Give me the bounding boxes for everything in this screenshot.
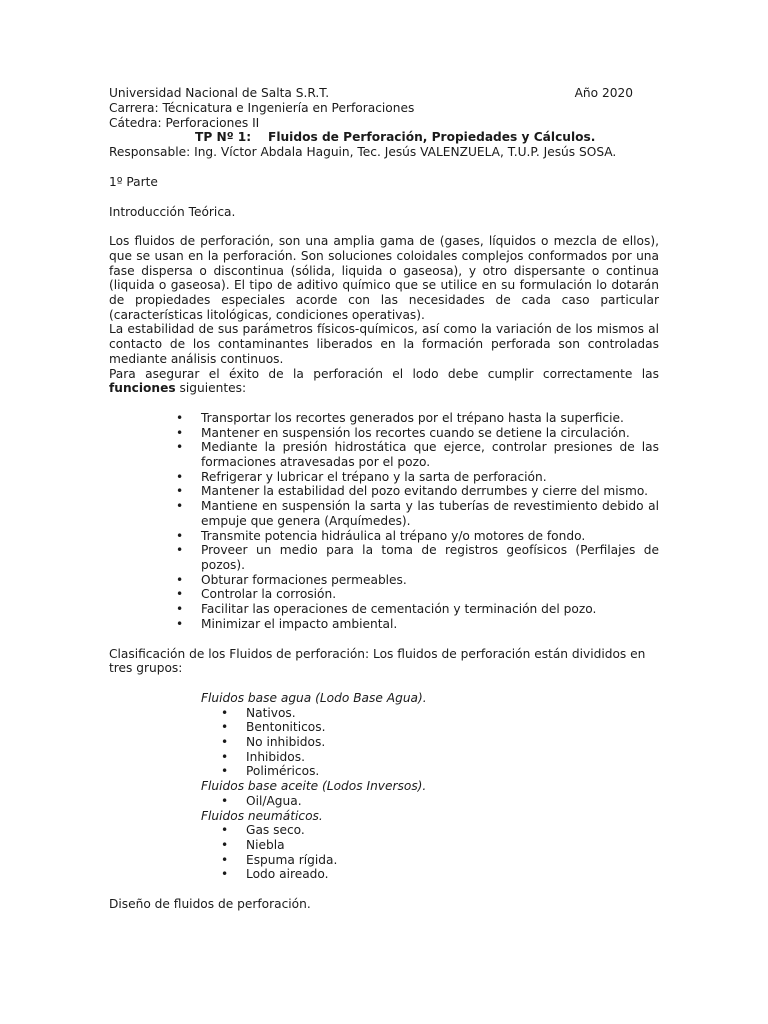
- university-name: Universidad Nacional de Salta S.R.T.: [109, 86, 330, 100]
- list-item: • Controlar la corrosión.: [201, 587, 659, 602]
- paragraph-3-text: Para asegurar el éxito de la perforación el lodo debe cumplir correctamente las: [109, 366, 659, 381]
- list-item: • Bentoniticos.: [246, 720, 659, 735]
- list-item: • Oil/Agua.: [246, 794, 659, 809]
- list-item: • Mantener la estabilidad del pozo evitando derrumbes y cierre del mismo.: [201, 484, 659, 499]
- list-item: • Gas seco.: [246, 823, 659, 838]
- list-item: • Refrigerar y lubricar el trépano y la sarta de perforación.: [201, 470, 659, 485]
- list-item: • Espuma rígida.: [246, 853, 659, 868]
- list-item: • Nativos.: [246, 706, 659, 721]
- functions-list: [109, 411, 659, 632]
- year-label: Año 2020: [574, 86, 633, 100]
- group-title-pneumatic: Fluidos neumáticos.: [201, 808, 323, 823]
- chair-line: Cátedra: Perforaciones II: [109, 115, 260, 130]
- list-item: • Facilitar las operaciones de cementación y terminación del pozo.: [201, 602, 659, 617]
- list-item: • Poliméricos.: [246, 764, 659, 779]
- list-item: • Transmite potencia hidráulica al trépano y/o motores de fondo.: [201, 529, 659, 544]
- list-item: • Niebla: [246, 838, 659, 853]
- list-item: • Mantiene en suspensión la sarta y las tuberías de revestimiento debido al empuje que genera (Arquímedes).: [201, 499, 659, 528]
- tp-label: TP Nº 1:: [195, 130, 252, 145]
- group-list-oil: [109, 794, 659, 809]
- list-item: • Inhibidos.: [246, 750, 659, 765]
- header-row: [109, 86, 659, 101]
- group-list-water: [109, 706, 659, 780]
- intro-paragraph-1: Los fluidos de perforación, son una amplia gama de (gases, líquidos o mezcla de ellos), que se usan en la perforación. Son soluciones coloidales complejos conformados por una fase dispersa o discontinua (sólida, liquida o gaseosa), y otro dispersante o continua (liquida o gaseosa). El tipo de aditivo químico que se utilice en su formulación lo dotarán de propiedades especiales acorde con las necesidades de cada caso particular (características litológicas, condiciones operativas).: [109, 234, 659, 322]
- design-heading: Diseño de fluidos de perforación.: [109, 897, 311, 912]
- list-item: • Proveer un medio para la toma de registros geofísicos (Perfilajes de pozos).: [201, 543, 659, 572]
- intro-paragraph-3: [109, 367, 659, 396]
- intro-paragraph-2: La estabilidad de sus parámetros físicos-químicos, así como la variación de los mismos al contacto de los contaminantes liberados en la formación perforada son controladas mediante análisis continuos.: [109, 322, 659, 366]
- list-item: • Minimizar el impacto ambiental.: [201, 617, 659, 632]
- document-title: [109, 130, 659, 145]
- list-item: • Obturar formaciones permeables.: [201, 573, 659, 588]
- list-item: • Lodo aireado.: [246, 867, 659, 882]
- paragraph-3-text-end: siguientes:: [175, 381, 247, 396]
- responsible-line: Responsable: Ing. Víctor Abdala Haguin, Tec. Jesús VALENZUELA, T.U.P. Jesús SOSA.: [109, 145, 617, 160]
- list-item: • Transportar los recortes generados por el trépano hasta la superficie.: [201, 411, 659, 426]
- classification-paragraph: Clasificación de los Fluidos de perforación: Los fluidos de perforación están divididos en tres grupos:: [109, 646, 646, 676]
- list-item: • No inhibidos.: [246, 735, 659, 750]
- group-list-pneumatic: [109, 823, 659, 882]
- paragraph-3-bold: funciones: [109, 381, 176, 396]
- document-content: [109, 86, 659, 912]
- list-item: • Mediante la presión hidrostática que ejerce, controlar presiones de las formaciones atravesadas por el pozo.: [201, 440, 659, 469]
- part-label: 1º Parte: [109, 174, 158, 189]
- tp-title: Fluidos de Perforación, Propiedades y Cálculos.: [268, 130, 596, 145]
- intro-heading: Introducción Teórica.: [109, 204, 236, 219]
- list-item: • Mantener en suspensión los recortes cuando se detiene la circulación.: [201, 426, 659, 441]
- group-title-oil: Fluidos base aceite (Lodos Inversos).: [201, 779, 427, 794]
- career-line: Carrera: Técnicatura e Ingeniería en Perforaciones: [109, 101, 415, 115]
- group-title-water: Fluidos base agua (Lodo Base Agua).: [201, 690, 427, 705]
